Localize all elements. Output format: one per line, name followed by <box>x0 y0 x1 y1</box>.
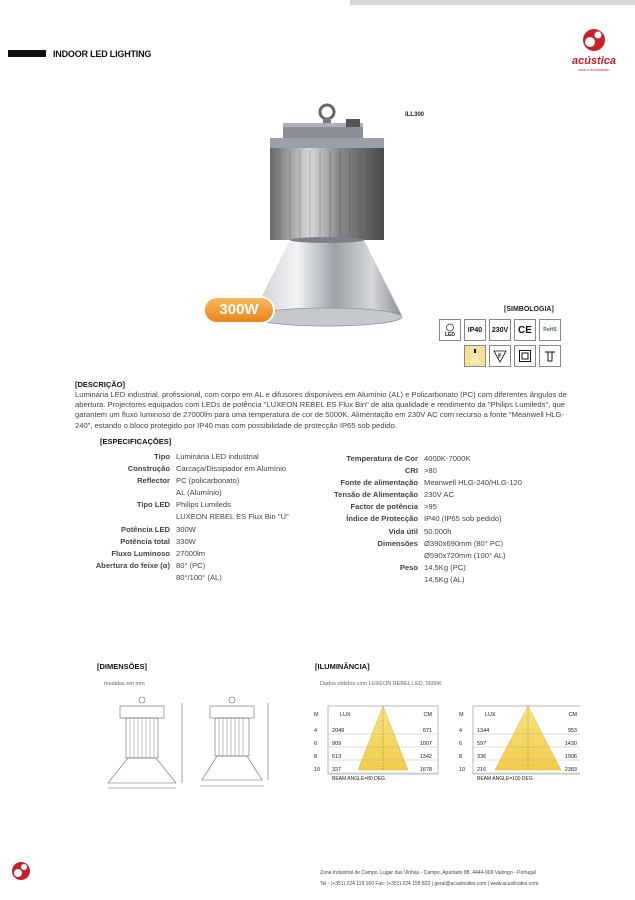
illuminance-title: [ILUMINÂNCIA] <box>315 662 370 671</box>
row-diameter: 1007 <box>419 741 432 747</box>
spec-row <box>70 499 289 511</box>
dimension-drawing <box>100 688 295 793</box>
led-label: LED <box>445 331 455 338</box>
spec-label: Reflector <box>137 476 170 486</box>
ip40-icon: IP40 <box>464 319 486 341</box>
col-header-cm: CM <box>423 712 432 718</box>
row-distance: 6 <box>459 741 463 747</box>
spec-row <box>310 477 522 489</box>
dimensions-title: [DIMENSÕES] <box>97 662 148 671</box>
spec-row <box>70 560 289 572</box>
spec-value: 4000K-7000K <box>424 454 471 463</box>
spec-label: Potência LED <box>121 524 170 534</box>
specs-left <box>70 451 289 584</box>
logo-subtext: som e iluminação <box>578 67 610 72</box>
spec-label: Abertura do feixe (α) <box>95 560 170 570</box>
row-diameter: 1906 <box>564 754 577 760</box>
spec-row <box>310 538 522 550</box>
row-distance: 8 <box>459 754 463 760</box>
spec-value: 300W <box>176 524 196 534</box>
col-header-m: M <box>314 712 319 718</box>
footer-address: Zona Industrial de Campo, Lugar das Vinhas - Campo, Apartado 88, 4444-909 Valongo - Portugal <box>320 870 536 876</box>
spec-value: 330W <box>176 536 196 546</box>
spec-row <box>310 513 522 525</box>
row-distance: 10 <box>459 767 466 773</box>
dimensions-note: medidas em mm <box>104 681 145 687</box>
spec-label: Vida útil <box>388 526 418 536</box>
spec-row <box>310 562 522 574</box>
spec-row <box>310 501 522 513</box>
spec-label <box>70 487 170 499</box>
row-lux: 216 <box>477 767 487 773</box>
specs-right <box>310 453 522 586</box>
spec-label: Dimensões <box>377 538 418 548</box>
footer-contacts: Tel : (+351) 224 119 160 Fax: (+351) 224 155 822 | geral@acusticafes.com | www.acusticafes.com <box>320 881 539 887</box>
top-divider <box>350 0 635 5</box>
spec-value: Carcaça/Dissipador em Alumínio <box>176 464 287 474</box>
spec-label: Peso <box>399 562 418 572</box>
spec-value: Ø390x690mm (80° PC) <box>424 538 504 548</box>
spec-label <box>310 550 418 562</box>
symbology-title: [SIMBOLOGIA] <box>504 306 554 313</box>
row-lux: 1344 <box>477 728 490 734</box>
spec-row <box>70 463 289 475</box>
spec-label <box>70 511 170 523</box>
spec-label: Factor de potência <box>350 502 418 512</box>
spec-row <box>310 489 522 501</box>
spec-value: Ø590x720mm (100° AL) <box>424 550 506 560</box>
spec-row <box>70 511 289 523</box>
spec-row <box>70 524 289 536</box>
logo-mark-icon <box>560 24 628 56</box>
spec-value: 80° (PC) <box>176 560 206 570</box>
row-diameter: 953 <box>567 728 577 734</box>
spec-row <box>70 548 289 560</box>
spec-label: Fluxo Luminoso <box>111 548 170 558</box>
row-lux: 327 <box>332 767 342 773</box>
row-distance: 8 <box>314 754 318 760</box>
spec-row <box>70 451 289 463</box>
col-header-lux: LUX <box>485 712 496 718</box>
spec-label <box>70 572 170 584</box>
spec-value: 27000lm <box>176 548 206 558</box>
spec-label: Temperatura de Cor <box>346 454 418 463</box>
col-header-m: M <box>459 712 464 718</box>
description-title: [DESCRIÇÃO] <box>75 380 125 389</box>
ce-mark-icon: CE <box>514 319 536 341</box>
product-code: ILL300 <box>405 112 425 118</box>
row-distance: 4 <box>459 728 463 734</box>
voltage-icon: 230V <box>489 319 511 341</box>
spec-value: IP40 (IP65 sob pedido) <box>424 514 502 524</box>
row-lux: 2049 <box>332 728 345 734</box>
row-lux: 597 <box>477 741 487 747</box>
beam-icon <box>464 345 486 367</box>
row-distance: 4 <box>314 728 318 734</box>
flammable-icon <box>489 345 511 367</box>
mounting-icon <box>539 345 561 367</box>
row-lux: 909 <box>332 741 342 747</box>
spec-row <box>310 526 522 538</box>
power-badge: 300W <box>205 298 273 322</box>
spec-label: Potência total <box>120 536 170 546</box>
spec-row <box>310 465 522 477</box>
row-lux: 513 <box>332 754 342 760</box>
row-distance: 10 <box>314 767 321 773</box>
spec-value: AL (Alumínio) <box>176 488 222 498</box>
spec-value: >95 <box>424 502 437 512</box>
spec-label <box>310 574 418 586</box>
spec-label: Tipo LED <box>136 500 170 510</box>
beam-angle-caption: BEAM ANGLE=80 DEG <box>332 776 385 782</box>
description-text: Luminária LED industrial, profissional, com corpo em AL e difusores disponíveis em Alumínio (AL) e Policarbonato (PC) com diferentes ângulos de abertura. Projectores equipados com LEDs de potência "LUXEON REBEL ES Flux Bin" de alta qualidade e rendimento da "Philips Lumileds", que garantem um fluxo luminoso de 27000lm para uma temperatura de cor de 5000K. Alimentação em 230V AC com recurso a fonte "Meanwell HLG-240", estando o bloco protegido por IP40 mas com possibilidade de protecção IP65 sob pedido. <box>75 390 567 430</box>
page-title: INDOOR LED LIGHTING <box>53 49 152 59</box>
spec-value: PC (policarbonato) <box>176 476 240 486</box>
beam-angle-caption: BEAM ANGLE=100 DEG <box>477 776 533 782</box>
row-distance: 6 <box>314 741 318 747</box>
spec-label: Tipo <box>154 452 170 461</box>
spec-value: >80 <box>424 466 437 476</box>
spec-value: 80°/100° (AL) <box>176 572 222 582</box>
spec-row <box>310 550 522 562</box>
illuminance-note: Dados obtidos com LUXEON REBEL LED, 5500K <box>320 681 442 687</box>
row-diameter: 2383 <box>564 767 577 773</box>
specs-title: [ESPECIFICAÇÕES] <box>100 437 172 446</box>
spec-label: CRI <box>404 466 418 476</box>
row-diameter: 1342 <box>419 754 432 760</box>
spec-value: 50.000h <box>424 526 452 536</box>
spec-row <box>310 574 522 586</box>
spec-value: 14,5Kg (PC) <box>424 562 466 572</box>
brand-logo[interactable] <box>560 24 628 74</box>
rohs-icon: RoHS <box>539 319 561 341</box>
spec-value: Meanwell HLG-240/HLG-120 <box>424 478 522 488</box>
spec-label: Fonte de alimentação <box>340 478 418 488</box>
row-diameter: 1678 <box>419 767 432 773</box>
footer-logo-icon <box>10 860 32 882</box>
spec-value: 14,5Kg (AL) <box>424 574 465 584</box>
spec-row <box>70 572 289 584</box>
spec-value: Philips Lumileds <box>176 500 231 510</box>
spec-row <box>70 487 289 499</box>
spec-row <box>70 536 289 548</box>
led-bulb-icon <box>445 323 455 332</box>
spec-row <box>310 453 522 465</box>
led-icon <box>439 319 461 341</box>
col-header-lux: LUX <box>340 712 351 718</box>
spec-label: Índice de Protecção <box>346 514 418 524</box>
spec-row <box>70 475 289 487</box>
spec-label: Construção <box>127 464 170 474</box>
symbology-icons <box>426 319 561 371</box>
section-marker <box>8 50 46 57</box>
svg-text:F: F <box>498 354 502 360</box>
row-diameter: 1430 <box>564 741 577 747</box>
class-ii-icon <box>514 345 536 367</box>
col-header-cm: CM <box>568 712 577 718</box>
product-lamp-image <box>250 98 405 333</box>
spec-value: 230V AC <box>424 490 454 500</box>
spec-value: Luminária LED industrial <box>176 452 259 461</box>
row-lux: 336 <box>477 754 487 760</box>
spec-value: LUXEON REBEL ES Flux Bin "U" <box>176 512 289 522</box>
logo-text: acústica <box>571 55 617 67</box>
illuminance-tables <box>310 700 580 785</box>
spec-label: Tensão de Alimentação <box>334 490 418 500</box>
row-diameter: 671 <box>422 728 432 734</box>
